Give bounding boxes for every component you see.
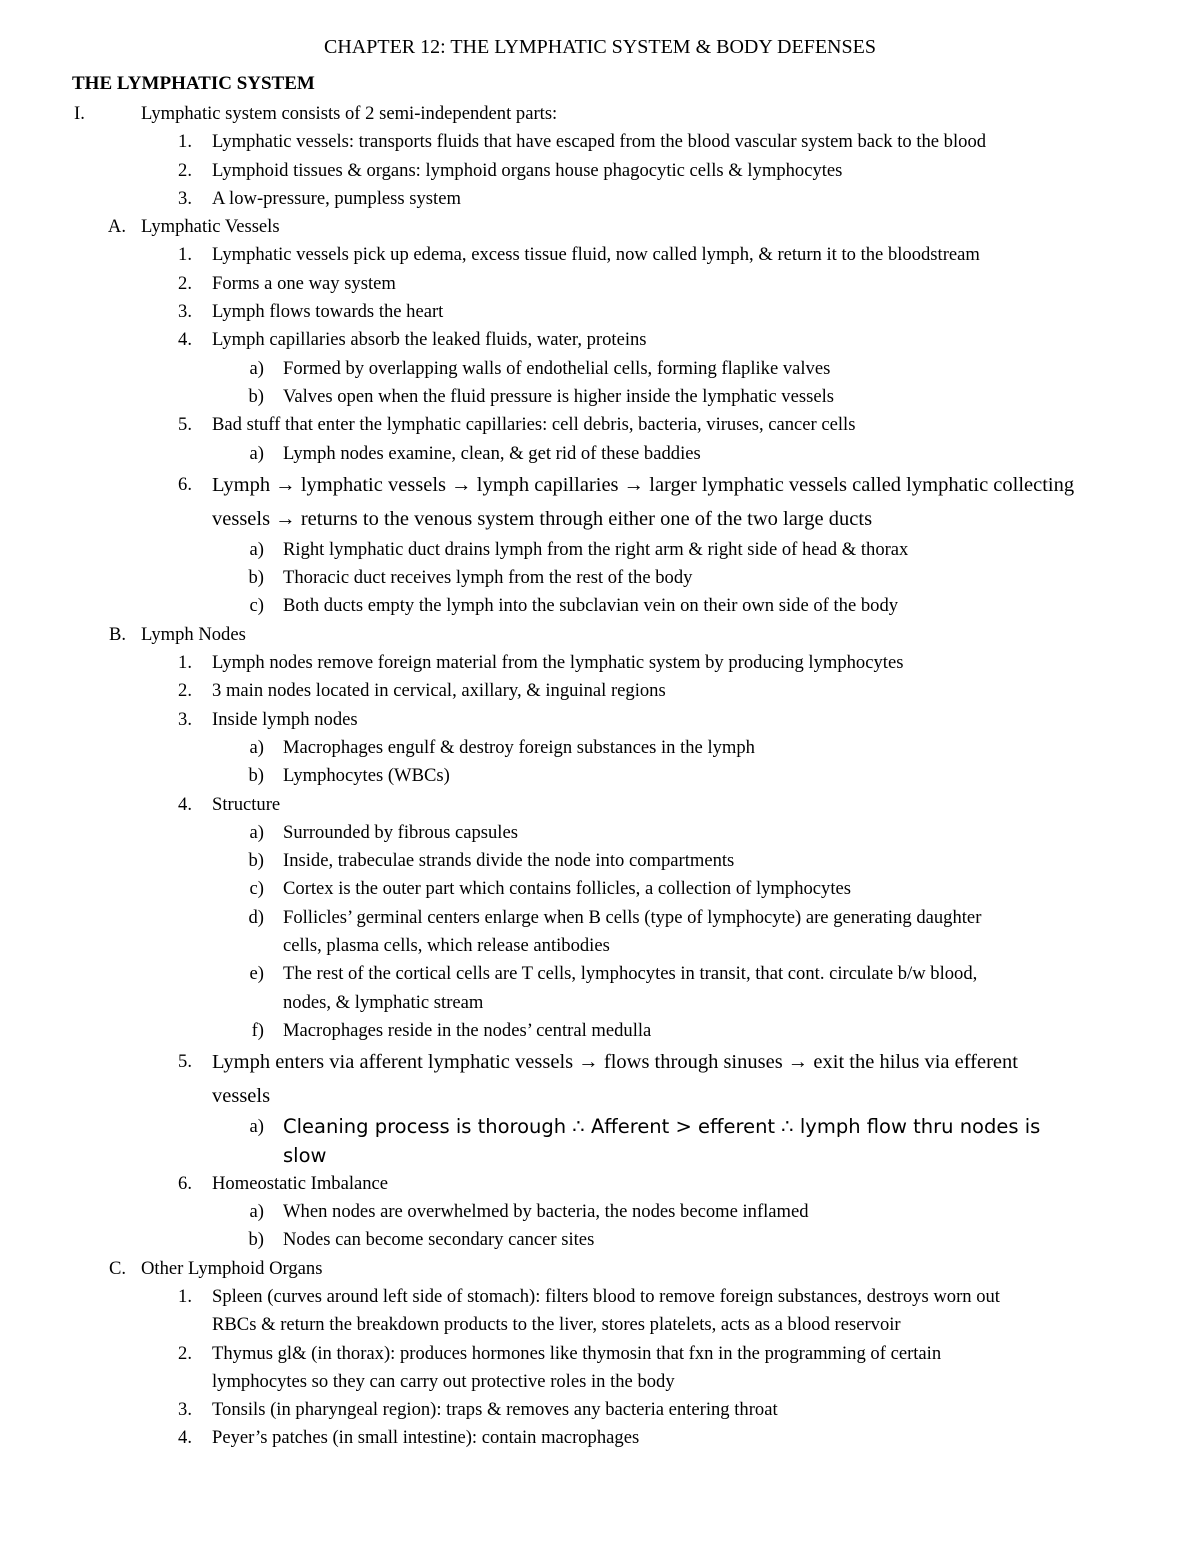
outline-item xyxy=(0,819,1200,847)
outline-list xyxy=(0,100,1200,1453)
outline-marker: A. xyxy=(107,216,126,238)
outline-item xyxy=(0,734,1200,762)
outline-item xyxy=(0,1017,1200,1045)
outline-marker: 1. xyxy=(178,652,192,674)
outline-text: Tonsils (in pharyngeal region): traps & removes any bacteria entering throat xyxy=(212,1399,778,1421)
outline-text: Cleaning process is thorough ∴ Afferent > efferent ∴ lymph flow thru nodes is xyxy=(283,1115,1041,1139)
outline-text: Surrounded by fibrous capsules xyxy=(283,821,518,843)
outline-item xyxy=(0,1283,1200,1311)
outline-marker: a) xyxy=(249,538,264,560)
outline-item xyxy=(0,762,1200,790)
outline-item xyxy=(0,904,1200,932)
outline-item xyxy=(0,1396,1200,1424)
outline-text: Valves open when the fluid pressure is higher inside the lymphatic vessels xyxy=(283,385,834,407)
outline-text: Spleen (curves around left side of stomach): filters blood to remove foreign substances, destroys worn out xyxy=(212,1285,1000,1307)
outline-marker: 2. xyxy=(178,272,192,294)
outline-text: nodes, & lymphatic stream xyxy=(283,991,484,1013)
page-title: CHAPTER 12: THE LYMPHATIC SYSTEM & BODY DEFENSES xyxy=(324,36,876,58)
outline-marker: 2. xyxy=(178,159,192,181)
outline-text: Homeostatic Imbalance xyxy=(212,1172,389,1194)
outline-item xyxy=(0,383,1200,411)
outline-item xyxy=(0,592,1200,620)
outline-marker: f) xyxy=(251,1019,264,1041)
outline-marker: B. xyxy=(108,623,126,645)
outline-text: lymphocytes so they can carry out protective roles in the body xyxy=(212,1370,675,1392)
outline-item xyxy=(0,468,1200,502)
outline-item xyxy=(0,989,1200,1017)
outline-marker: 3. xyxy=(178,1399,192,1421)
outline-marker: 4. xyxy=(178,793,192,815)
outline-item xyxy=(0,185,1200,213)
outline-text: Other Lymphoid Organs xyxy=(141,1257,323,1279)
outline-marker: b) xyxy=(248,1229,264,1251)
outline-marker: 2. xyxy=(178,680,192,702)
outline-item xyxy=(0,1368,1200,1396)
outline-item xyxy=(0,157,1200,185)
outline-text: Lymph → lymphatic vessels → lymph capillaries → larger lymphatic vessels called lymphatic collecting xyxy=(212,473,1075,496)
outline-item xyxy=(0,502,1200,536)
outline-marker: 1. xyxy=(178,244,192,266)
outline-marker: 1. xyxy=(178,131,192,153)
outline-marker: a) xyxy=(249,736,264,758)
outline-marker: b) xyxy=(248,765,264,787)
outline-text: Macrophages reside in the nodes’ central medulla xyxy=(283,1019,652,1041)
outline-item xyxy=(0,564,1200,592)
outline-item xyxy=(0,847,1200,875)
outline-text: RBCs & return the breakdown products to the liver, stores platelets, acts as a blood reservoir xyxy=(212,1314,901,1336)
outline-text: Lymphatic vessels: transports fluids that have escaped from the blood vascular system back to the blood xyxy=(212,131,987,153)
outline-text: Right lymphatic duct drains lymph from the right arm & right side of head & thorax xyxy=(283,538,909,560)
outline-text: Thoracic duct receives lymph from the rest of the body xyxy=(283,567,693,589)
outline-item xyxy=(0,536,1200,564)
outline-marker: c) xyxy=(249,878,264,900)
outline-item xyxy=(0,1198,1200,1226)
outline-text: Cortex is the outer part which contains follicles, a collection of lymphocytes xyxy=(283,878,851,900)
outline-text: slow xyxy=(283,1143,327,1167)
outline-item xyxy=(0,298,1200,326)
outline-item xyxy=(0,355,1200,383)
outline-text: Macrophages engulf & destroy foreign substances in the lymph xyxy=(283,736,755,758)
outline-marker: 3. xyxy=(178,187,192,209)
outline-text: Inside lymph nodes xyxy=(212,708,358,730)
outline-text: Lymph nodes remove foreign material from the lymphatic system by producing lymphocytes xyxy=(212,652,904,674)
outline-item xyxy=(0,270,1200,298)
outline-marker: 1. xyxy=(178,1285,192,1307)
outline-marker: 2. xyxy=(178,1342,192,1364)
outline-marker: 5. xyxy=(178,414,192,436)
outline-text: Bad stuff that enter the lymphatic capillaries: cell debris, bacteria, viruses, cancer cells xyxy=(212,414,856,436)
outline-marker: 4. xyxy=(178,329,192,351)
outline-text: Lymph nodes examine, clean, & get rid of these baddies xyxy=(283,442,701,464)
outline-marker: 6. xyxy=(178,473,192,495)
outline-marker: a) xyxy=(249,1116,264,1138)
outline-item xyxy=(0,1045,1200,1079)
outline-item xyxy=(0,621,1200,649)
outline-marker: a) xyxy=(249,442,264,464)
outline-item xyxy=(0,706,1200,734)
outline-text: Both ducts empty the lymph into the subclavian vein on their own side of the body xyxy=(283,595,899,617)
outline-item xyxy=(0,411,1200,439)
outline-text: Thymus gl& (in thorax): produces hormones like thymosin that fxn in the programming of certain xyxy=(212,1342,942,1364)
outline-item xyxy=(0,677,1200,705)
outline-text: Lymph flows towards the heart xyxy=(212,301,444,323)
outline-item xyxy=(0,213,1200,241)
outline-text: Formed by overlapping walls of endothelial cells, forming flaplike valves xyxy=(283,357,831,379)
outline-marker: I. xyxy=(74,103,85,124)
outline-text: Nodes can become secondary cancer sites xyxy=(283,1229,595,1251)
outline-item xyxy=(0,649,1200,677)
outline-item xyxy=(0,1340,1200,1368)
outline-text: Inside, trabeculae strands divide the node into compartments xyxy=(283,850,735,872)
outline-text: vessels xyxy=(212,1085,271,1108)
outline-marker: 3. xyxy=(178,708,192,730)
outline-text: Follicles’ germinal centers enlarge when B cells (type of lymphocyte) are generating daughter xyxy=(283,906,982,928)
outline-marker: 5. xyxy=(178,1051,192,1073)
outline-item xyxy=(0,1311,1200,1339)
outline-text: Lymph Nodes xyxy=(141,623,246,645)
outline-item xyxy=(0,1170,1200,1198)
outline-item xyxy=(0,1113,1200,1141)
outline-item xyxy=(0,100,1200,128)
outline-item xyxy=(0,128,1200,156)
outline-text: Lymph capillaries absorb the leaked fluids, water, proteins xyxy=(212,329,647,351)
outline-text: Lymph enters via afferent lymphatic vessels → flows through sinuses → exit the hilus via efferent xyxy=(212,1051,1018,1074)
outline-text: Lymphatic system consists of 2 semi-independent parts: xyxy=(141,103,558,124)
outline-text: Structure xyxy=(212,793,281,815)
outline-text: A low-pressure, pumpless system xyxy=(212,187,461,209)
outline-text: Forms a one way system xyxy=(212,272,396,294)
outline-item xyxy=(0,791,1200,819)
outline-text: Peyer’s patches (in small intestine): contain macrophages xyxy=(212,1427,640,1449)
outline-item xyxy=(0,326,1200,354)
outline-item xyxy=(0,960,1200,988)
outline-text: Lymphoid tissues & organs: lymphoid organs house phagocytic cells & lymphocytes xyxy=(212,159,843,181)
outline-text: Lymphocytes (WBCs) xyxy=(283,765,450,787)
outline-marker: 3. xyxy=(178,301,192,323)
outline-text: cells, plasma cells, which release antibodies xyxy=(283,935,610,957)
outline-marker: b) xyxy=(248,567,264,589)
outline-text: The rest of the cortical cells are T cells, lymphocytes in transit, that cont. circulate b/w blood, xyxy=(283,963,978,985)
outline-item xyxy=(0,241,1200,269)
outline-marker: C. xyxy=(108,1257,126,1279)
outline-item xyxy=(0,1226,1200,1254)
outline-marker: c) xyxy=(249,595,264,617)
outline-item xyxy=(0,440,1200,468)
section-heading: THE LYMPHATIC SYSTEM xyxy=(72,73,315,94)
outline-marker: 4. xyxy=(178,1427,192,1449)
outline-marker: a) xyxy=(249,1201,264,1223)
outline-marker: b) xyxy=(248,850,264,872)
outline-text: When nodes are overwhelmed by bacteria, the nodes become inflamed xyxy=(283,1201,809,1223)
outline-item xyxy=(0,1255,1200,1283)
outline-item xyxy=(0,1079,1200,1113)
outline-marker: b) xyxy=(248,385,264,407)
outline-marker: e) xyxy=(249,963,264,985)
outline-text: vessels → returns to the venous system through either one of the two large ducts xyxy=(212,507,873,530)
outline-item xyxy=(0,1142,1200,1170)
outline-marker: d) xyxy=(248,906,264,928)
outline-text: Lymphatic Vessels xyxy=(141,216,280,238)
outline-marker: a) xyxy=(249,821,264,843)
outline-item xyxy=(0,875,1200,903)
outline-marker: a) xyxy=(249,357,264,379)
outline-item xyxy=(0,932,1200,960)
outline-text: Lymphatic vessels pick up edema, excess tissue fluid, now called lymph, & return it to the bloodstream xyxy=(212,244,980,266)
outline-item xyxy=(0,1424,1200,1452)
outline-text: 3 main nodes located in cervical, axillary, & inguinal regions xyxy=(212,680,666,702)
outline-marker: 6. xyxy=(178,1172,192,1194)
